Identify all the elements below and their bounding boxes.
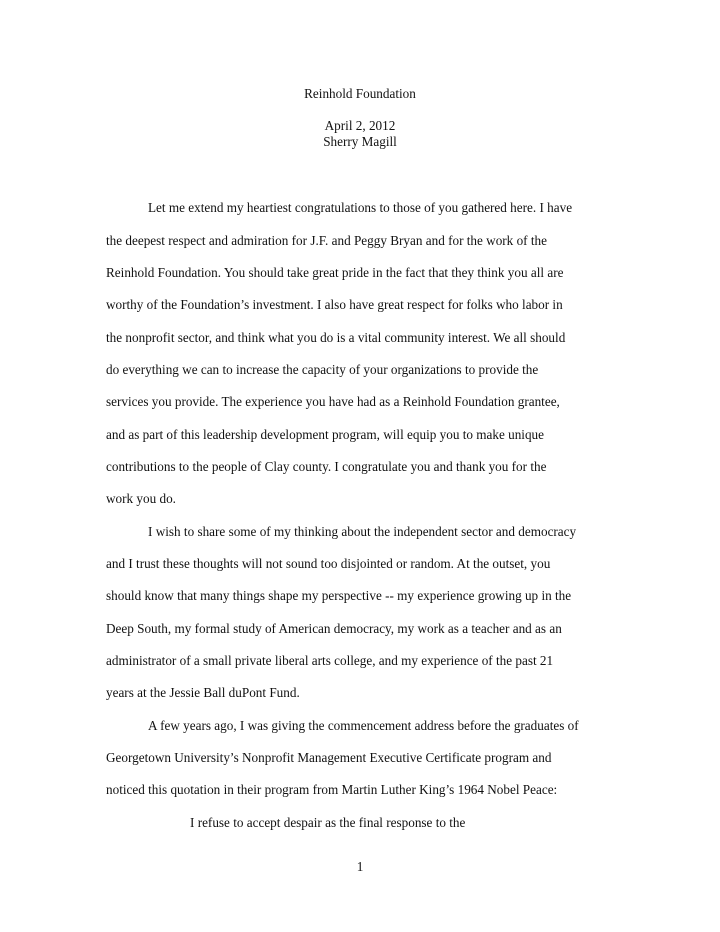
page-number: 1 <box>356 859 364 874</box>
paragraph-line: Deep South, my formal study of American democracy, my work as a teacher and as an <box>106 621 562 636</box>
paragraph-line: administrator of a small private liberal arts college, and my experience of the past 21 <box>106 653 554 668</box>
paragraph-line: work you do. <box>106 491 176 506</box>
paragraph-line: do everything we can to increase the capacity of your organizations to provide the <box>106 362 539 377</box>
paragraph-line: years at the Jessie Ball duPont Fund. <box>106 685 300 700</box>
paragraph-line: worthy of the Foundation’s investment. I also have great respect for folks who labor in <box>106 297 563 312</box>
block-quote-line: I refuse to accept despair as the final response to the <box>190 815 466 830</box>
paragraph-line: Georgetown University’s Nonprofit Management Executive Certificate program and <box>106 750 552 765</box>
paragraph-line: services you provide. The experience you have had as a Reinhold Foundation grantee, <box>106 394 560 409</box>
paragraph-line: A few years ago, I was giving the commencement address before the graduates of <box>148 718 579 733</box>
paragraph-line: the deepest respect and admiration for J.F. and Peggy Bryan and for the work of the <box>106 233 547 248</box>
document-date: April 2, 2012 <box>324 118 396 133</box>
document-title: Reinhold Foundation <box>304 86 416 101</box>
paragraph-line: contributions to the people of Clay county. I congratulate you and thank you for the <box>106 459 547 474</box>
paragraph-line: should know that many things shape my perspective -- my experience growing up in the <box>106 588 572 603</box>
paragraph-line: and as part of this leadership development program, will equip you to make unique <box>106 427 545 442</box>
paragraph-line: Let me extend my heartiest congratulations to those of you gathered here. I have <box>148 200 573 215</box>
paragraph-line: noticed this quotation in their program from Martin Luther King’s 1964 Nobel Peace: <box>106 782 558 797</box>
paragraph-line: the nonprofit sector, and think what you do is a vital community interest. We all should <box>106 330 566 345</box>
document-author: Sherry Magill <box>323 134 397 149</box>
paragraph-line: I wish to share some of my thinking about the independent sector and democracy <box>148 524 577 539</box>
paragraph-line: and I trust these thoughts will not sound too disjointed or random. At the outset, you <box>106 556 551 571</box>
paragraph-line: Reinhold Foundation. You should take great pride in the fact that they think you all are <box>106 265 564 280</box>
